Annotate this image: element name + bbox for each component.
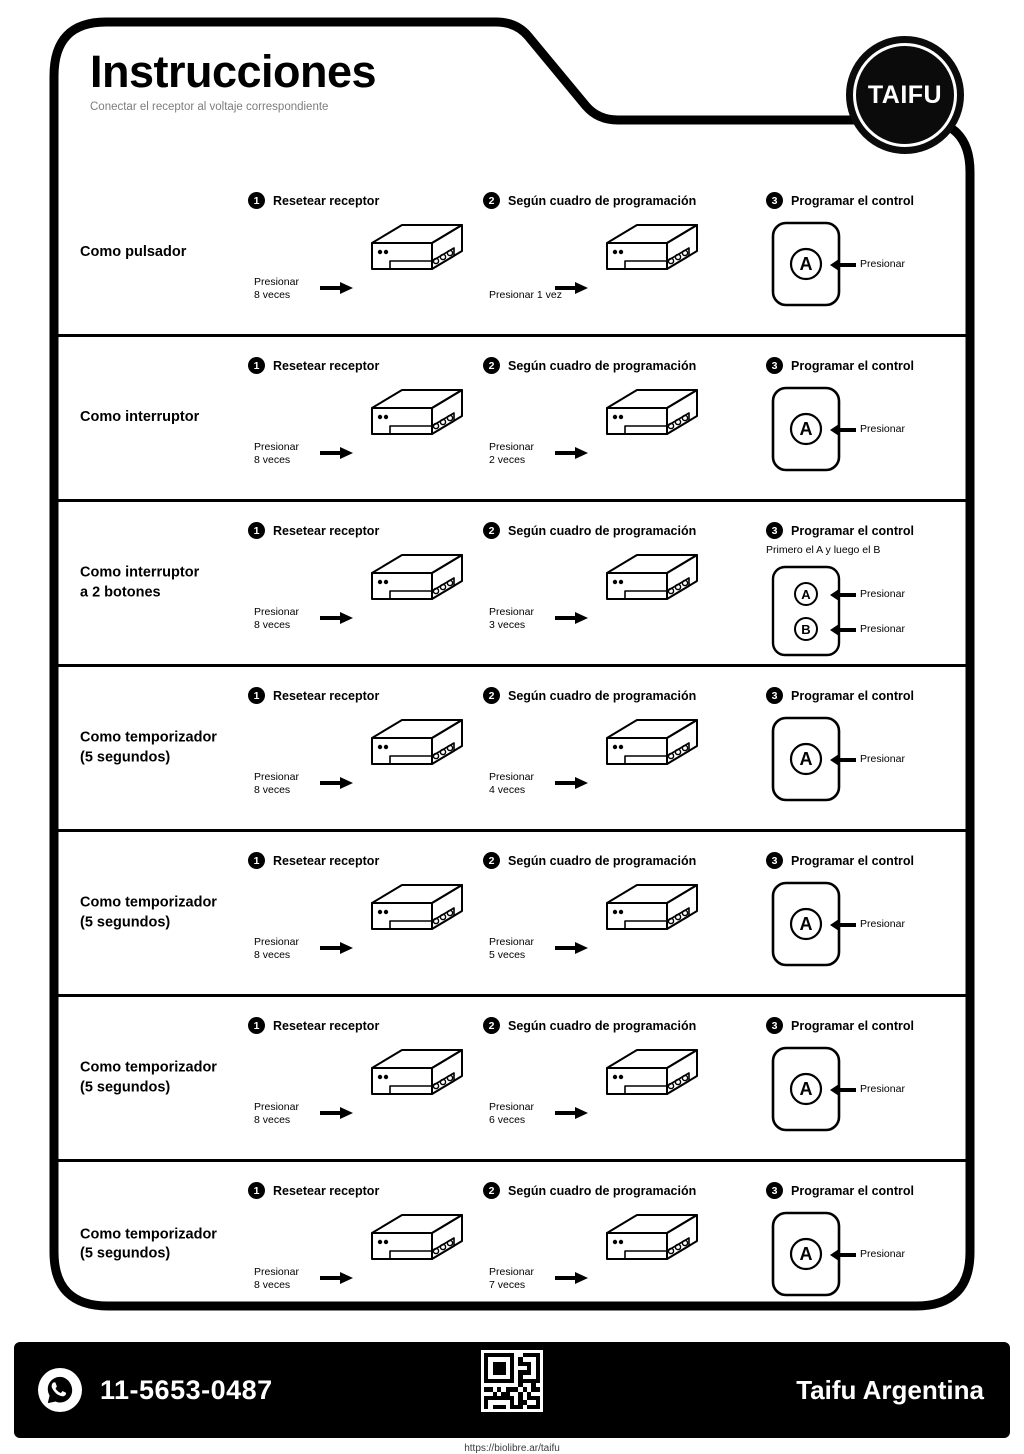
row-label-line1: Como pulsador xyxy=(80,244,187,261)
receiver-device-illustration xyxy=(585,716,713,796)
step-1-column xyxy=(248,192,478,325)
step-2-title: Según cuadro de programación xyxy=(508,358,697,373)
step-2-title: Según cuadro de programación xyxy=(508,1183,697,1198)
footer-brand: Taifu Argentina xyxy=(796,1374,984,1405)
step-2-press-label: Presionar 1 vez xyxy=(489,289,562,302)
step-1-press-label: Presionar 8 veces xyxy=(254,1265,299,1292)
step-2-number: 2 xyxy=(483,1182,500,1199)
step-1-column xyxy=(248,852,478,985)
press-arrow-icon xyxy=(555,941,589,955)
page-title: Instrucciones xyxy=(90,46,377,97)
remote-block xyxy=(766,712,966,817)
remote-press-label-a: Presionar xyxy=(860,918,905,930)
step-2-press-label: Presionar 2 veces xyxy=(489,440,534,467)
step-1-press-label: Presionar 8 veces xyxy=(254,935,299,962)
step-2-column xyxy=(483,192,763,325)
remote-press-label-a: Presionar xyxy=(860,1248,905,1260)
remote-block xyxy=(766,1207,966,1312)
remote-press-arrow-icon xyxy=(830,919,856,931)
step-1-illustration xyxy=(248,1038,478,1150)
step-3-number: 3 xyxy=(766,522,783,539)
instruction-row xyxy=(58,997,966,1162)
step-3-header xyxy=(766,192,966,209)
step-3-title: Programar el control xyxy=(791,1183,914,1198)
svg-text:A: A xyxy=(799,749,813,769)
press-arrow-icon xyxy=(320,776,354,790)
step-2-column xyxy=(483,852,763,985)
footer-phone: 11-5653-0487 xyxy=(100,1374,273,1405)
row-label xyxy=(80,728,270,767)
remote-press-arrow-icon xyxy=(830,589,856,601)
step-1-illustration xyxy=(248,1203,478,1315)
step-3-column xyxy=(766,687,966,817)
press-arrow-icon xyxy=(555,446,589,460)
step-1-press-label: Presionar 8 veces xyxy=(254,275,299,302)
press-arrow-icon xyxy=(555,611,589,625)
svg-text:A: A xyxy=(799,254,813,274)
step-3-column xyxy=(766,1182,966,1312)
step-1-illustration xyxy=(248,213,478,325)
receiver-device-illustration xyxy=(585,881,713,961)
row-label xyxy=(80,1058,270,1097)
instruction-row xyxy=(58,502,966,667)
remote-press-arrow-icon xyxy=(830,624,856,636)
instruction-row xyxy=(58,172,966,337)
instruction-row xyxy=(58,832,966,997)
step-2-illustration xyxy=(483,1038,763,1150)
step-2-header xyxy=(483,357,763,374)
remote-press-label-a: Presionar xyxy=(860,423,905,435)
step-2-column xyxy=(483,522,763,655)
step-1-header xyxy=(248,1182,478,1199)
instruction-sheet xyxy=(46,14,978,1314)
step-1-title: Resetear receptor xyxy=(273,1183,380,1198)
step-1-number: 1 xyxy=(248,687,265,704)
svg-text:A: A xyxy=(799,419,813,439)
step-2-title: Según cuadro de programación xyxy=(508,688,697,703)
step-1-title: Resetear receptor xyxy=(273,853,380,868)
step-2-header xyxy=(483,1017,763,1034)
step-2-number: 2 xyxy=(483,1017,500,1034)
whatsapp-icon xyxy=(38,1368,82,1412)
step-1-press-label: Presionar 8 veces xyxy=(254,770,299,797)
step-3-column xyxy=(766,522,966,664)
press-arrow-icon xyxy=(555,281,589,295)
row-label-line1: Como interruptor xyxy=(80,564,200,581)
receiver-device-illustration xyxy=(585,221,713,301)
receiver-device-illustration xyxy=(585,1211,713,1291)
step-1-header xyxy=(248,192,478,209)
step-2-illustration xyxy=(483,1203,763,1315)
row-label-line2: (5 segundos) xyxy=(80,749,171,765)
step-1-number: 1 xyxy=(248,192,265,209)
remote-press-arrow-icon xyxy=(830,754,856,766)
step-3-number: 3 xyxy=(766,1017,783,1034)
row-label xyxy=(80,563,270,602)
step-3-header xyxy=(766,522,966,539)
remote-block xyxy=(766,564,966,664)
remote-arrow-a xyxy=(830,588,856,606)
step-1-column xyxy=(248,357,478,490)
receiver-device-illustration xyxy=(585,551,713,631)
whatsapp-glyph xyxy=(45,1375,75,1405)
step-1-header xyxy=(248,1017,478,1034)
remote-arrow-a xyxy=(830,1083,856,1101)
remote-press-arrow-icon xyxy=(830,1084,856,1096)
step-1-press-label: Presionar 8 veces xyxy=(254,1100,299,1127)
row-label-line2: a 2 botones xyxy=(80,584,161,600)
step-3-number: 3 xyxy=(766,357,783,374)
step-3-title: Programar el control xyxy=(791,193,914,208)
step-3-header xyxy=(766,687,966,704)
step-2-illustration xyxy=(483,213,763,325)
receiver-device-illustration xyxy=(350,1046,478,1126)
row-label-line1: Como temporizador xyxy=(80,729,217,746)
step-2-number: 2 xyxy=(483,522,500,539)
step-1-header xyxy=(248,852,478,869)
row-label-line2: (5 segundos) xyxy=(80,1245,171,1262)
remote-arrow-a xyxy=(830,423,856,441)
step-2-column xyxy=(483,687,763,820)
press-arrow-icon xyxy=(320,1106,354,1120)
taifu-logo xyxy=(846,36,964,154)
row-label-line2: (5 segundos) xyxy=(80,914,171,930)
remote-press-label-a: Presionar xyxy=(860,1083,905,1095)
receiver-device-illustration xyxy=(350,1211,478,1291)
press-arrow-icon xyxy=(555,1106,589,1120)
step-3-title: Programar el control xyxy=(791,688,914,703)
svg-text:A: A xyxy=(799,1244,813,1264)
footer-bar xyxy=(14,1342,1010,1454)
step-1-header xyxy=(248,687,478,704)
remote-block xyxy=(766,877,966,982)
remote-press-arrow-icon xyxy=(830,424,856,436)
step-2-column xyxy=(483,1182,763,1315)
step-2-illustration xyxy=(483,708,763,820)
step-1-number: 1 xyxy=(248,852,265,869)
step-1-title: Resetear receptor xyxy=(273,358,380,373)
step-2-illustration xyxy=(483,543,763,655)
remote-arrow-a xyxy=(830,258,856,276)
step-1-column xyxy=(248,687,478,820)
remote-arrow-a xyxy=(830,1248,856,1266)
step-3-column xyxy=(766,357,966,487)
instruction-row xyxy=(58,337,966,502)
remote-press-label-a: Presionar xyxy=(860,258,905,270)
step-2-number: 2 xyxy=(483,687,500,704)
logo-ring xyxy=(853,43,957,147)
press-arrow-icon xyxy=(320,611,354,625)
press-arrow-icon xyxy=(320,446,354,460)
row-label xyxy=(80,1225,270,1264)
remote-press-label-a: Presionar xyxy=(860,753,905,765)
step-3-header xyxy=(766,1017,966,1034)
step-1-illustration xyxy=(248,873,478,985)
receiver-device-illustration xyxy=(350,881,478,961)
step-2-title: Según cuadro de programación xyxy=(508,1018,697,1033)
remote-block xyxy=(766,382,966,487)
step-2-illustration xyxy=(483,378,763,490)
receiver-device-illustration xyxy=(585,386,713,466)
row-label-line1: Como temporizador xyxy=(80,894,217,911)
step-1-column xyxy=(248,1017,478,1150)
receiver-device-illustration xyxy=(350,386,478,466)
qr-grid xyxy=(484,1353,540,1409)
receiver-device-illustration xyxy=(350,221,478,301)
page-subtitle: Conectar el receptor al voltaje correspondiente xyxy=(90,101,329,114)
instruction-row xyxy=(58,1162,966,1327)
step-1-number: 1 xyxy=(248,1182,265,1199)
step-3-header xyxy=(766,1182,966,1199)
step-3-title: Programar el control xyxy=(791,358,914,373)
row-label xyxy=(80,243,270,263)
step-1-number: 1 xyxy=(248,357,265,374)
step-3-number: 3 xyxy=(766,1182,783,1199)
step-3-title: Programar el control xyxy=(791,523,914,538)
svg-text:A: A xyxy=(799,1079,813,1099)
step-1-title: Resetear receptor xyxy=(273,1018,380,1033)
remote-control-illustration xyxy=(770,564,862,660)
step-3-note: Primero el A y luego el B xyxy=(766,544,881,556)
step-2-header xyxy=(483,852,763,869)
qr-code[interactable] xyxy=(481,1350,543,1412)
step-1-illustration xyxy=(248,543,478,655)
step-3-number: 3 xyxy=(766,192,783,209)
step-1-press-label: Presionar 8 veces xyxy=(254,440,299,467)
receiver-device-illustration xyxy=(350,716,478,796)
svg-text:A: A xyxy=(799,914,813,934)
row-label xyxy=(80,893,270,932)
step-2-title: Según cuadro de programación xyxy=(508,193,697,208)
receiver-device-illustration xyxy=(585,1046,713,1126)
step-2-header xyxy=(483,192,763,209)
remote-press-label-b: Presionar xyxy=(860,623,905,635)
press-arrow-icon xyxy=(320,1271,354,1285)
step-1-illustration xyxy=(248,708,478,820)
step-2-header xyxy=(483,1182,763,1199)
step-1-header xyxy=(248,522,478,539)
step-2-press-label: Presionar 5 veces xyxy=(489,935,534,962)
step-2-title: Según cuadro de programación xyxy=(508,523,697,538)
row-label xyxy=(80,408,270,428)
remote-press-arrow-icon xyxy=(830,1249,856,1261)
step-3-column xyxy=(766,852,966,982)
step-2-number: 2 xyxy=(483,192,500,209)
step-3-title: Programar el control xyxy=(791,1018,914,1033)
svg-text:A: A xyxy=(801,587,811,602)
step-2-title: Según cuadro de programación xyxy=(508,853,697,868)
step-1-title: Resetear receptor xyxy=(273,688,380,703)
step-3-column xyxy=(766,192,966,322)
row-label-line2: (5 segundos) xyxy=(80,1079,171,1095)
step-2-number: 2 xyxy=(483,852,500,869)
step-1-illustration xyxy=(248,378,478,490)
step-2-column xyxy=(483,357,763,490)
remote-arrow-b xyxy=(830,623,856,641)
press-arrow-icon xyxy=(555,1271,589,1285)
step-3-column xyxy=(766,1017,966,1147)
step-1-column xyxy=(248,1182,478,1315)
step-3-title: Programar el control xyxy=(791,853,914,868)
remote-block xyxy=(766,217,966,322)
remote-block xyxy=(766,1042,966,1147)
step-2-header xyxy=(483,522,763,539)
step-2-header xyxy=(483,687,763,704)
instruction-row xyxy=(58,667,966,832)
row-label-line1: Como temporizador xyxy=(80,1059,217,1076)
step-1-press-label: Presionar 8 veces xyxy=(254,605,299,632)
press-arrow-icon xyxy=(320,281,354,295)
logo-label: TAIFU xyxy=(867,80,943,109)
step-1-title: Resetear receptor xyxy=(273,523,380,538)
instruction-rows xyxy=(58,172,966,1327)
step-2-press-label: Presionar 6 veces xyxy=(489,1100,534,1127)
step-1-title: Resetear receptor xyxy=(273,193,380,208)
press-arrow-icon xyxy=(320,941,354,955)
receiver-device-illustration xyxy=(350,551,478,631)
step-1-header xyxy=(248,357,478,374)
remote-press-arrow-icon xyxy=(830,259,856,271)
svg-text:B: B xyxy=(801,622,811,637)
remote-press-label-a: Presionar xyxy=(860,588,905,600)
qr-url-label: https://biolibre.ar/taifu xyxy=(464,1443,560,1454)
step-2-press-label: Presionar 7 veces xyxy=(489,1265,534,1292)
title-block xyxy=(90,48,376,113)
step-2-press-label: Presionar 3 veces xyxy=(489,605,534,632)
step-3-number: 3 xyxy=(766,687,783,704)
step-2-illustration xyxy=(483,873,763,985)
step-2-press-label: Presionar 4 veces xyxy=(489,770,534,797)
step-1-number: 1 xyxy=(248,1017,265,1034)
step-3-header xyxy=(766,357,966,374)
step-2-column xyxy=(483,1017,763,1150)
step-1-number: 1 xyxy=(248,522,265,539)
row-label-line1: Como interruptor xyxy=(80,409,200,426)
remote-arrow-a xyxy=(830,918,856,936)
step-1-column xyxy=(248,522,478,655)
step-3-header xyxy=(766,852,966,869)
press-arrow-icon xyxy=(555,776,589,790)
row-label-line1: Como temporizador xyxy=(80,1225,217,1242)
remote-arrow-a xyxy=(830,753,856,771)
step-2-number: 2 xyxy=(483,357,500,374)
step-3-number: 3 xyxy=(766,852,783,869)
